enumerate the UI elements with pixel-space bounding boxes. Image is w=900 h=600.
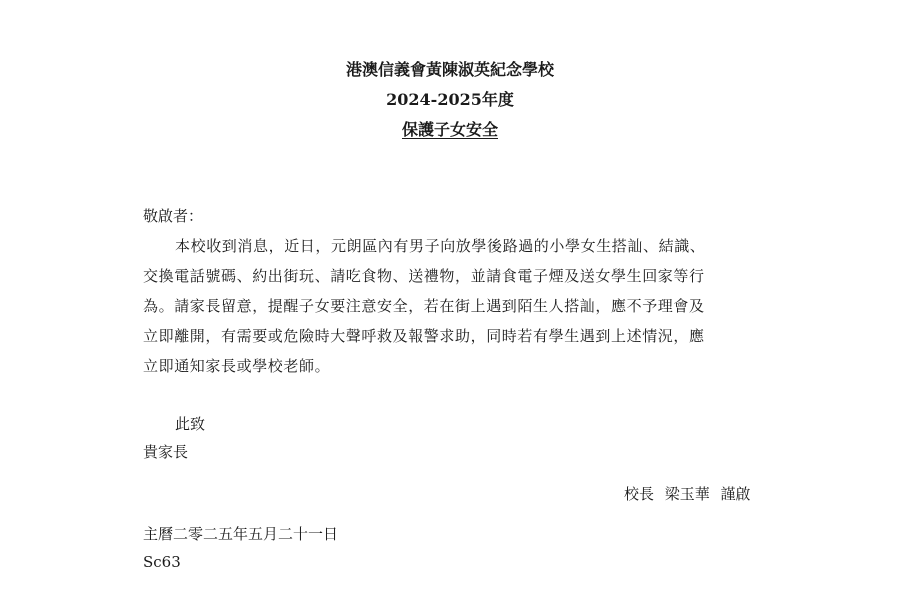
principal-signature: 校長 梁玉華 謹啟 xyxy=(624,485,751,503)
body-line: 立即通知家長或學校老師。 xyxy=(143,357,331,375)
letter-subject xyxy=(0,120,900,140)
closing: 此致 xyxy=(175,415,206,433)
body-line: 立即離開，有需要或危險時大聲呼救及報警求助，同時若有學生遇到上述情況，應 xyxy=(143,327,705,345)
body-line: 為。請家長留意，提醒子女要注意安全，若在街上遇到陌生人搭訕，應不予理會及 xyxy=(143,297,705,315)
letter-date: 主曆二零二五年五月二十一日 xyxy=(143,525,339,543)
body-line: 本校收到消息，近日，元朗區內有男子向放學後路過的小學女生搭訕、結識、 xyxy=(175,237,706,255)
body-line: 交換電話號碼、約出街玩、請吃食物、送禮物，並請食電子煙及送女學生回家等行 xyxy=(143,267,705,285)
academic-year-text: 2024-2025年度 xyxy=(386,90,514,109)
academic-year xyxy=(0,90,900,110)
recipient: 貴家長 xyxy=(143,443,189,461)
reference-code: Sc63 xyxy=(143,553,181,571)
salutation: 敬啟者： xyxy=(143,207,204,225)
school-name-text: 港澳信義會黃陳淑英紀念學校 xyxy=(345,60,554,79)
school-name xyxy=(0,60,900,80)
letter-subject-text: 保護子女安全 xyxy=(401,120,498,139)
